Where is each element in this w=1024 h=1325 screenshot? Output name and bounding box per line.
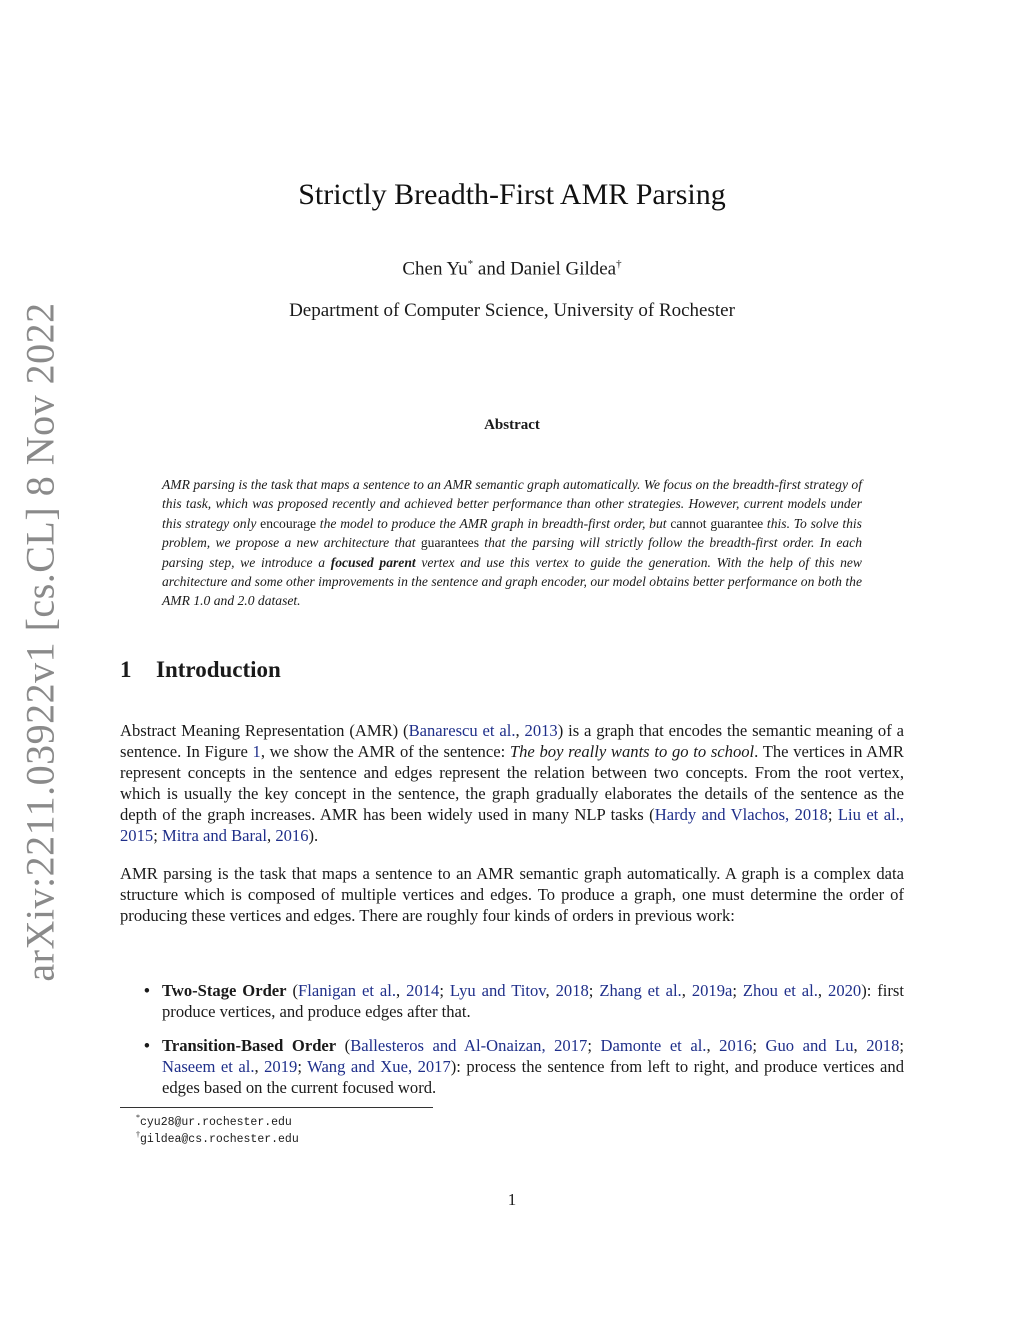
author-line: [0, 258, 1024, 280]
citation-link[interactable]: Flanigan et al.: [298, 981, 397, 1000]
text-fragment: (: [336, 1036, 351, 1055]
text-fragment: ,: [396, 981, 407, 1000]
text-fragment: ;: [587, 1036, 601, 1055]
abstract-fragment: that the parsing will strictly follow the breadth-first order. In each parsing step, we introduce a: [162, 535, 862, 570]
abstract-emphasis: encourage: [260, 515, 317, 531]
text-fragment: ;: [297, 1057, 308, 1076]
citation-link[interactable]: 2018: [555, 981, 589, 1000]
abstract-emphasis: guarantees: [420, 535, 479, 551]
citation-link[interactable]: 2016: [275, 826, 309, 845]
abstract-fragment: AMR parsing is the task that maps a sentence to an AMR semantic graph automatically. We focus on the breadth-first strategy of this task, which was proposed recently and achieved better performance than other strategies. However, current models under this strategy only: [162, 477, 862, 531]
abstract-fragment: the model to produce the AMR graph in breadth-first order, but: [316, 515, 671, 531]
text-fragment: Abstract Meaning Representation (AMR) (: [120, 721, 409, 740]
author-name: Chen Yu: [402, 258, 468, 280]
text-fragment: ,: [817, 981, 829, 1000]
arxiv-identifier-stamp: arXiv:2211.03922v1 [cs.CL] 8 Nov 2022: [17, 302, 63, 982]
text-fragment: ,: [515, 721, 525, 740]
text-fragment: ;: [752, 1036, 766, 1055]
text-fragment: ).: [308, 826, 319, 845]
abstract-text: [162, 475, 862, 611]
citation-link[interactable]: Ballesteros and Al-Onaizan, 2017: [350, 1036, 588, 1055]
text-fragment: ): process the sentence from left to right, and produce vertices and edges based on the current focused word.: [162, 1057, 904, 1097]
citation-link[interactable]: 2019: [264, 1057, 298, 1076]
footnote-email[interactable]: gildea@cs.rochester.edu: [140, 1132, 299, 1146]
text-fragment: ) is a graph that encodes the semantic meaning of a sentence. In Figure: [120, 721, 904, 761]
text-fragment: ,: [267, 826, 276, 845]
author-joiner: and: [473, 258, 511, 280]
footnote-divider: [120, 1107, 433, 1108]
citation-link[interactable]: Naseem et al.: [162, 1057, 255, 1076]
list-item-label: Transition-Based Order: [162, 1036, 337, 1055]
text-fragment: (: [286, 981, 298, 1000]
text-fragment: ,: [545, 981, 556, 1000]
example-sentence: The boy really wants to go to school: [509, 742, 755, 761]
text-fragment: ;: [827, 805, 838, 824]
section-number: 1: [120, 657, 132, 682]
list-item-label: Two-Stage Order: [162, 981, 287, 1000]
text-fragment: ;: [153, 826, 162, 845]
text-fragment: ,: [706, 1036, 720, 1055]
citation-link[interactable]: Zhang et al.: [599, 981, 682, 1000]
citation-link[interactable]: Mitra and Baral: [161, 826, 268, 845]
abstract-heading: Abstract: [484, 417, 540, 433]
text-fragment: ,: [681, 981, 692, 1000]
text-fragment: ,: [853, 1036, 867, 1055]
page-number: 1: [507, 1190, 517, 1209]
citation-link[interactable]: Banarescu et al.: [408, 721, 516, 740]
citation-link[interactable]: Guo and Lu: [765, 1036, 854, 1055]
text-fragment: , we show the AMR of the sentence:: [260, 742, 510, 761]
section-heading: [120, 657, 281, 683]
citation-link[interactable]: 2014: [406, 981, 440, 1000]
figure-reference-link[interactable]: 1: [252, 742, 261, 761]
intro-paragraph-1: [120, 720, 904, 846]
citation-link[interactable]: Liu et al., 2015: [120, 805, 904, 845]
affiliation: Department of Computer Science, University of Rochester: [289, 300, 735, 321]
paper-title: Strictly Breadth-First AMR Parsing: [298, 178, 726, 211]
footnote-marker: *: [136, 1113, 140, 1122]
text-fragment: ,: [254, 1057, 265, 1076]
intro-paragraph-2: AMR parsing is the task that maps a sentence to an AMR semantic graph automatically. A graph is a complex data structure which is composed of multiple vertices and edges. To produce a graph, one must determine the order of producing these vertices and edges. There are roughly four kinds of orders in previous work:: [120, 864, 904, 925]
abstract-bold-term: focused parent: [330, 554, 416, 570]
citation-link[interactable]: 2020: [828, 981, 862, 1000]
abstract-fragment: vertex and use this vertex to guide the generation. With the help of this new architecture and some other improvements in the sentence and graph encoder, our model obtains better performance on both the AMR 1.0 and 2.0 dataset.: [162, 554, 862, 609]
text-fragment: ;: [732, 981, 743, 1000]
footnote-marker: †: [616, 258, 622, 270]
footnote: [136, 1113, 292, 1129]
section-title: Introduction: [156, 657, 281, 682]
text-fragment: ;: [588, 981, 600, 1000]
abstract-emphasis: cannot guarantee: [670, 515, 764, 531]
author-name: Daniel Gildea: [510, 258, 617, 280]
order-list-item: [144, 980, 905, 1022]
bullet-icon: •: [144, 981, 150, 1000]
citation-link[interactable]: Lyu and Titov: [449, 981, 546, 1000]
footnote-marker: *: [467, 258, 474, 270]
citation-link[interactable]: Hardy and Vlachos, 2018: [654, 805, 828, 824]
citation-link[interactable]: 2019a: [691, 981, 733, 1000]
text-fragment: ;: [899, 1036, 904, 1055]
citation-link[interactable]: 2013: [524, 721, 558, 740]
citation-link[interactable]: 2018: [866, 1036, 900, 1055]
citation-link[interactable]: Damonte et al.: [600, 1036, 707, 1055]
footnote: [136, 1130, 299, 1146]
footnote-email[interactable]: cyu28@ur.rochester.edu: [140, 1115, 292, 1129]
text-fragment: ;: [439, 981, 450, 1000]
citation-link[interactable]: 2016: [719, 1036, 753, 1055]
text-fragment: ): first produce vertices, and produce edges after that.: [162, 981, 905, 1021]
abstract-fragment: this. To solve this problem, we propose a new architecture that: [162, 515, 862, 551]
citation-link[interactable]: Zhou et al.: [742, 981, 818, 1000]
order-list-item: [144, 1035, 904, 1098]
citation-link[interactable]: Wang and Xue, 2017: [307, 1057, 451, 1076]
text-fragment: . The vertices in AMR represent concepts in the sentence and edges represent the relation between two concepts. From the root vertex, which is usually the key concept in the sentence, the graph gradually elaborates the details of the sentence as the depth of the graph increases. AMR has been widely used in many NLP tasks (: [120, 742, 904, 824]
bullet-icon: •: [144, 1036, 150, 1055]
footnote-marker: †: [136, 1130, 140, 1139]
